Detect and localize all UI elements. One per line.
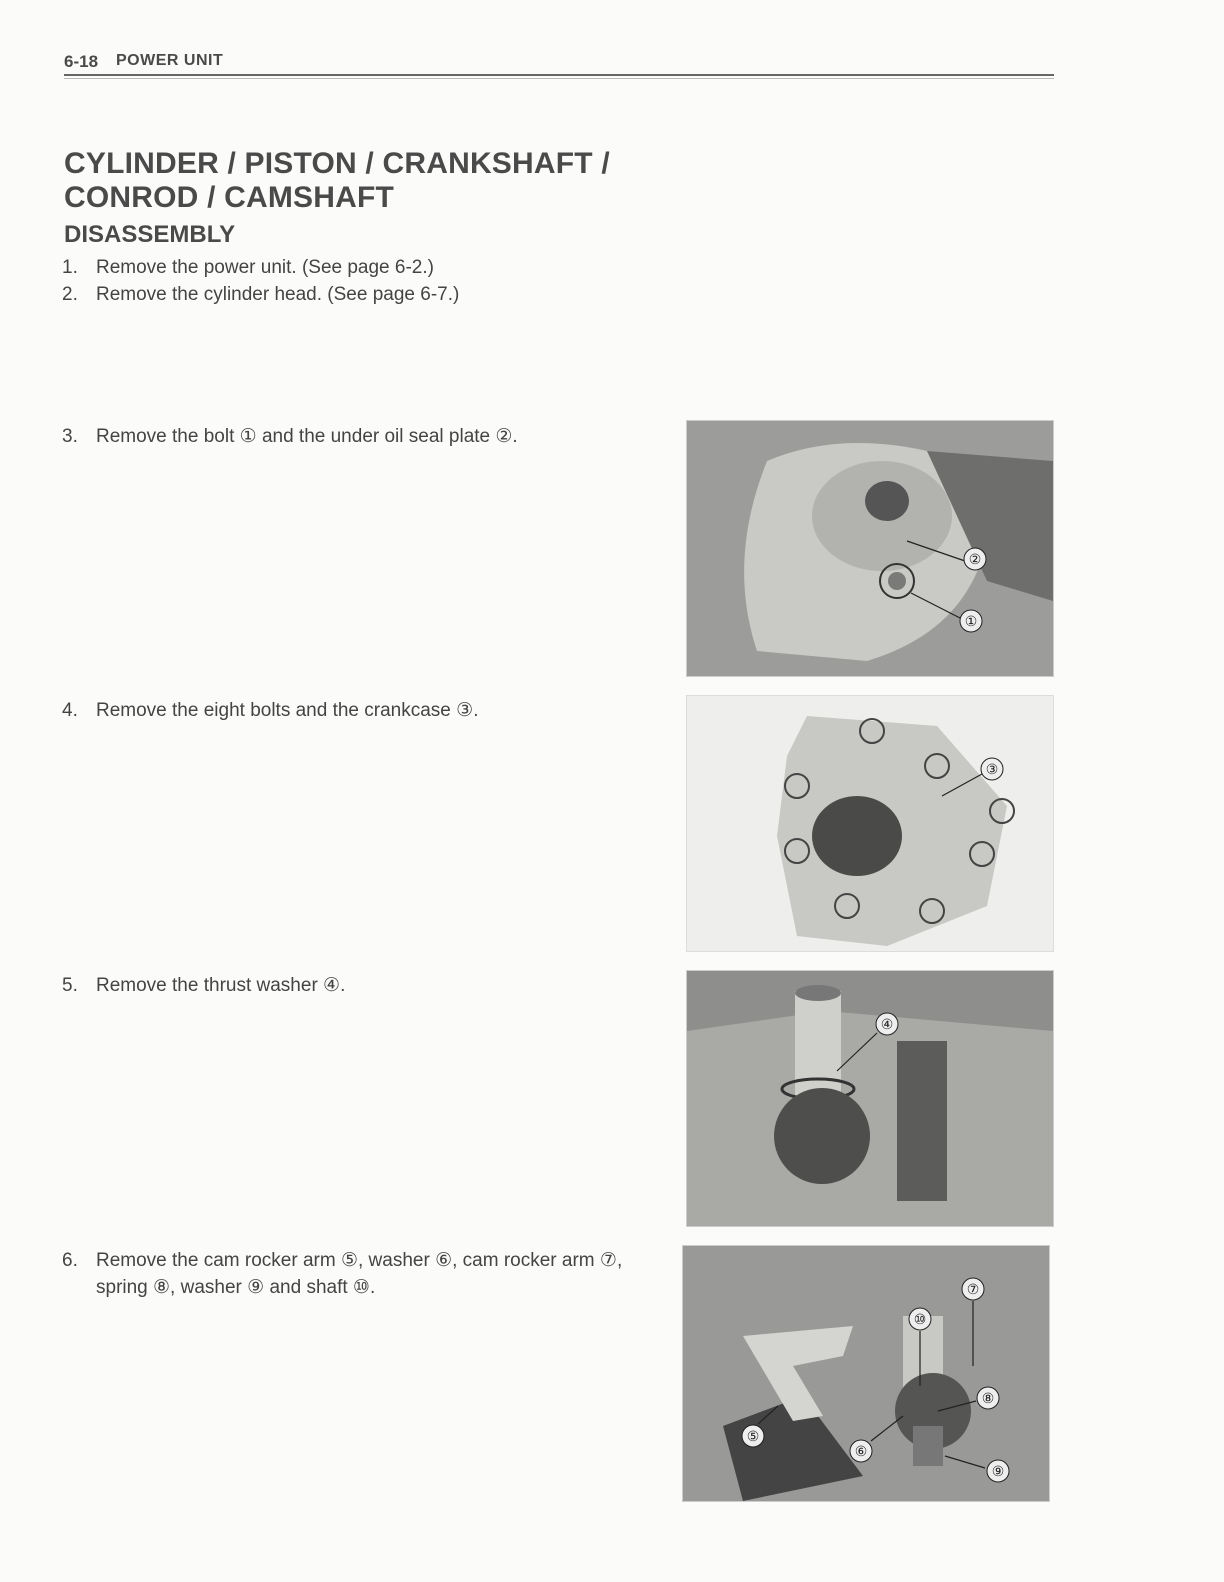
callout-1: ① bbox=[964, 613, 978, 629]
step-1 bbox=[62, 254, 657, 281]
step-4 bbox=[62, 697, 657, 724]
callout-10: ⑩ bbox=[913, 1311, 927, 1327]
page-number: 6-18 bbox=[64, 52, 99, 71]
callout-5: ⑤ bbox=[746, 1428, 760, 1444]
step-6 bbox=[62, 1247, 657, 1301]
title-line-2: CONROD / CAMSHAFT bbox=[64, 181, 395, 214]
subtitle: DISASSEMBLY bbox=[64, 221, 236, 248]
step-text: Remove the bolt ① and the under oil seal plate ②. bbox=[96, 426, 518, 447]
step-number: 3. bbox=[62, 426, 78, 447]
callout-2: ② bbox=[968, 551, 982, 567]
section-title: POWER UNIT bbox=[116, 52, 224, 69]
step-number: 1. bbox=[62, 257, 78, 278]
callout-4: ④ bbox=[880, 1016, 894, 1032]
step-text: Remove the cylinder head. (See page 6-7.) bbox=[96, 284, 460, 305]
callout-8: ⑧ bbox=[981, 1390, 995, 1406]
step-3 bbox=[62, 423, 657, 450]
step-5 bbox=[62, 972, 657, 999]
page-title bbox=[64, 147, 610, 215]
header-rule bbox=[64, 74, 1054, 76]
step-text: Remove the eight bolts and the crankcase ③. bbox=[96, 700, 479, 721]
step-text: Remove the thrust washer ④. bbox=[96, 975, 346, 996]
step-number: 6. bbox=[62, 1250, 78, 1271]
step-number: 2. bbox=[62, 284, 78, 305]
photo-oil-seal-plate bbox=[686, 420, 1054, 677]
step-number: 4. bbox=[62, 700, 78, 721]
page-header bbox=[64, 50, 1054, 80]
step-2 bbox=[62, 281, 657, 308]
photo-cam-rocker-arm bbox=[682, 1245, 1050, 1502]
callout-7: ⑦ bbox=[966, 1281, 980, 1297]
step-text: Remove the power unit. (See page 6-2.) bbox=[96, 257, 434, 278]
photo-thrust-washer bbox=[686, 970, 1054, 1227]
callout-6: ⑥ bbox=[854, 1443, 868, 1459]
header-rule-thin bbox=[64, 78, 1054, 79]
photo-crankcase bbox=[686, 695, 1054, 952]
step-number: 5. bbox=[62, 975, 78, 996]
title-line-1: CYLINDER / PISTON / CRANKSHAFT / bbox=[64, 147, 610, 180]
step-text: Remove the cam rocker arm ⑤, washer ⑥, cam rocker arm ⑦, spring ⑧, washer ⑨ and shaft ⑩. bbox=[96, 1250, 623, 1298]
callout-9: ⑨ bbox=[991, 1463, 1005, 1479]
callout-3: ③ bbox=[985, 761, 999, 777]
